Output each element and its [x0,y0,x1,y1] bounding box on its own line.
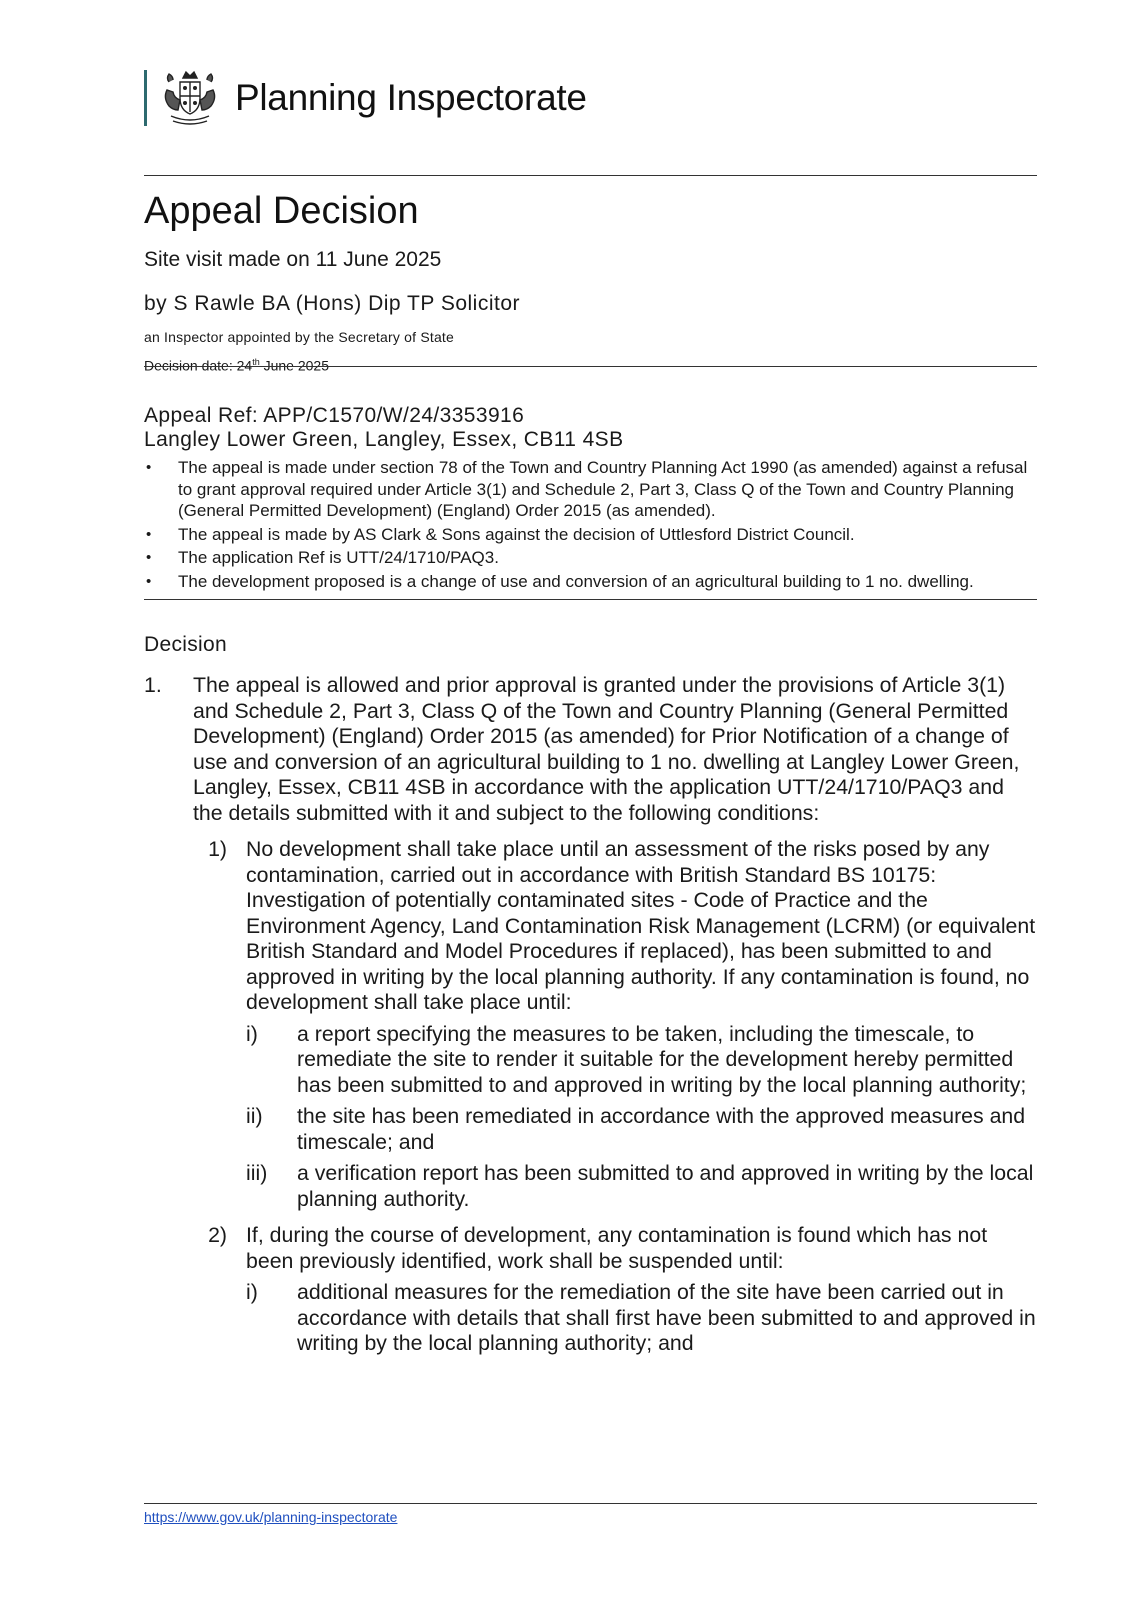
condition-number: 1) [208,837,227,861]
sub-condition [246,1022,1037,1099]
site-visit-date: Site visit made on 11 June 2025 [144,248,442,271]
sub-condition-number: i) [246,1280,258,1304]
divider [144,366,1037,367]
footer-divider [144,1503,1037,1504]
list-item: • The appeal is made under section 78 of the Town and Country Planning Act 1990 (as amended) against a refusal to grant approval required under Article 3(1) and Schedule 2, Part 3, Class Q of the Town and Country Planning (General Permitted Development) (England) Order 2015 (as amended). [144,457,1037,522]
sub-condition-text: a report specifying the measures to be taken, including the timescale, to remediate the site to render it suitable for the development hereby permitted has been submitted to and approved in writing by the local planning authority; [297,1021,1027,1097]
condition-1 [193,837,1037,1212]
paragraph-number: 1. [144,673,162,697]
brand-header [144,68,587,128]
sub-condition-text: the site has been remediated in accordance with the approved measures and timescale; and [297,1104,1026,1154]
decision-paragraph [144,673,1037,1357]
decision-date: Decision date: 24th June 2025 [144,357,329,374]
brand-accent-bar [144,70,147,126]
sub-condition-text: a verification report has been submitted to and approved in writing by the local planning authority. [297,1161,1034,1211]
sub-condition [246,1280,1037,1357]
paragraph-text: The appeal is allowed and prior approval is granted under the provisions of Article 3(1) and Schedule 2, Part 3, Class Q of the Town and Country Planning (General Permitted Development) (England) Order 2015 (as amended) for Prior Notification of a change of use and conversion of an agricultural building to 1 no. dwelling at Langley Lower Green, Langley, Essex, CB11 4SB in accordance with the application UTT/24/1710/PAQ3 and the details submitted with it and subject to the following conditions: [193,673,1020,825]
appeal-details-list [144,457,1037,594]
inspector-name: by S Rawle BA (Hons) Dip TP Solicitor [144,292,521,315]
condition-2 [193,1223,1037,1357]
sub-condition-number: i) [246,1021,258,1046]
appeal-reference-block [144,404,624,452]
footer-link[interactable]: https://www.gov.uk/planning-inspectorate [144,1509,398,1525]
appeal-address: Langley Lower Green, Langley, Essex, CB11 4SB [144,428,624,451]
section-heading-decision: Decision [144,633,227,656]
royal-crest-icon [159,68,221,128]
page-title: Appeal Decision [144,190,419,232]
condition-number: 2) [208,1223,227,1247]
condition-text: If, during the course of development, any contamination is found which has not been previously identified, work shall be suspended until: [246,1223,988,1273]
inspector-appointment: an Inspector appointed by the Secretary of State [144,329,455,345]
sub-condition-number: ii) [246,1104,263,1128]
brand-name: Planning Inspectorate [235,77,587,118]
sub-condition [246,1104,1037,1155]
list-item: • The appeal is made by AS Clark & Sons against the decision of Uttlesford District Council. [144,524,1037,546]
sub-condition [246,1161,1037,1212]
header-divider [144,175,1037,176]
sub-condition-number: iii) [246,1161,268,1185]
list-item: • The application Ref is UTT/24/1710/PAQ3. [144,547,1037,569]
appeal-ref: Appeal Ref: APP/C1570/W/24/3353916 [144,404,525,427]
list-item: • The development proposed is a change of use and conversion of an agricultural building to 1 no. dwelling. [144,571,1037,593]
sub-condition-text: additional measures for the remediation of the site have been carried out in accordance with details that shall first have been submitted to and approved in writing by the local planning authority; and [297,1280,1036,1355]
condition-text: No development shall take place until an assessment of the risks posed by any contamination, carried out in accordance with British Standard BS 10175: Investigation of potentially contaminated sites - Code of Practice and the Environment Agency, Land Contamination Risk Management (LCRM) (or equivalent British Standard and Model Procedures if replaced), has been submitted to and approved in writing by the local planning authority. If any contamination is found, no development shall take place until: [246,837,1036,1014]
divider [144,599,1037,600]
